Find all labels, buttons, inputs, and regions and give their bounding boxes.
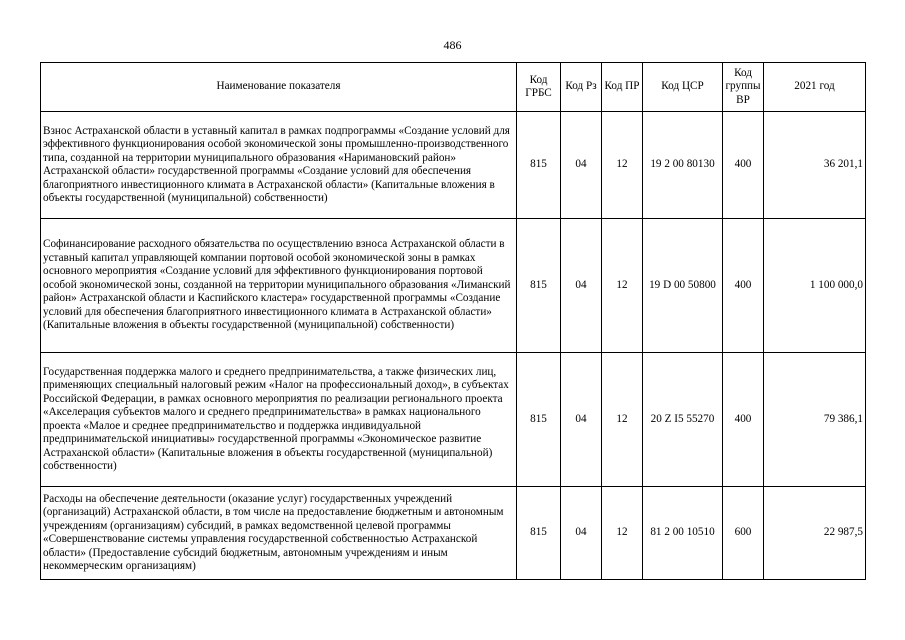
cell-vr: 400 (723, 353, 764, 487)
cell-name: Государственная поддержка малого и среднего предпринимательства, а также физических лиц, применяющих специальный налоговый режим «Налог на профессиональный доход», в субъектах Российской Федерации, в рамках основного мероприятия по реализации регионального проекта «Акселерация субъектов малого и среднего предпринимательства» в рамках национального проекта «Малое и среднее предпринимательство и поддержка индивидуальной предпринимательской инициативы» государственной программы «Экономическое развитие Астраханской области» (Капитальные вложения в объекты государственной (муниципальной) собственности) (41, 353, 517, 487)
cell-csr: 19 D 00 50800 (643, 219, 723, 353)
header-grbs: Код ГРБС (517, 63, 561, 112)
cell-rz: 04 (561, 112, 602, 219)
cell-rz: 04 (561, 219, 602, 353)
cell-pr: 12 (602, 219, 643, 353)
header-name: Наименование показателя (41, 63, 517, 112)
cell-grbs: 815 (517, 219, 561, 353)
cell-grbs: 815 (517, 487, 561, 580)
cell-name: Софинансирование расходного обязательства по осуществлению взноса Астраханской области в уставный капитал управляющей компании портовой особой экономической зоны в рамках основного мероприятия «Создание условий для эффективного функционирования портовой особой экономической зоны, созданной на территории муниципального образования «Лиманский район» Астраханской области и Каспийского кластера» государственной программы «Создание условий для обеспечения благоприятного инвестиционного климата в Астраханской области» (Капитальные вложения в объекты государственной (муниципальной) собственности) (41, 219, 517, 353)
header-year: 2021 год (764, 63, 866, 112)
table-row (41, 353, 866, 487)
header-rz: Код Рз (561, 63, 602, 112)
header-vr: Код группы ВР (723, 63, 764, 112)
cell-pr: 12 (602, 487, 643, 580)
cell-pr: 12 (602, 112, 643, 219)
cell-csr: 20 Z I5 55270 (643, 353, 723, 487)
cell-csr: 19 2 00 80130 (643, 112, 723, 219)
cell-name: Взнос Астраханской области в уставный капитал в рамках подпрограммы «Создание условий для эффективного функционирования особой экономической зоны промышленно-производственного типа, созданной на территории муниципального образования «Наримановский район» Астраханской области» государственной программы «Создание условий для обеспечения благоприятного инвестиционного климата в Астраханской области» (Капитальные вложения в объекты государственной (муниципальной) собственности) (41, 112, 517, 219)
table-row (41, 219, 866, 353)
cell-pr: 12 (602, 353, 643, 487)
table-row (41, 112, 866, 219)
table-row (41, 487, 866, 580)
cell-amount: 79 386,1 (764, 353, 866, 487)
header-csr: Код ЦСР (643, 63, 723, 112)
cell-vr: 400 (723, 112, 764, 219)
cell-amount: 36 201,1 (764, 112, 866, 219)
budget-table (40, 62, 866, 580)
cell-name: Расходы на обеспечение деятельности (оказание услуг) государственных учреждений (организаций) Астраханской области, в том числе на предоставление бюджетным и автономным учреждениям (организациям) субсидий, в рамках ведомственной целевой программы «Совершенствование системы управления государственной собственностью Астраханской области» (Предоставление субсидий бюджетным, автономным учреждениям и иным некоммерческим организациям) (41, 487, 517, 580)
cell-grbs: 815 (517, 112, 561, 219)
cell-rz: 04 (561, 487, 602, 580)
table-header-row (41, 63, 866, 112)
cell-rz: 04 (561, 353, 602, 487)
header-pr: Код ПР (602, 63, 643, 112)
cell-csr: 81 2 00 10510 (643, 487, 723, 580)
cell-vr: 600 (723, 487, 764, 580)
cell-amount: 1 100 000,0 (764, 219, 866, 353)
page-number: 486 (443, 38, 462, 52)
cell-grbs: 815 (517, 353, 561, 487)
cell-vr: 400 (723, 219, 764, 353)
cell-amount: 22 987,5 (764, 487, 866, 580)
